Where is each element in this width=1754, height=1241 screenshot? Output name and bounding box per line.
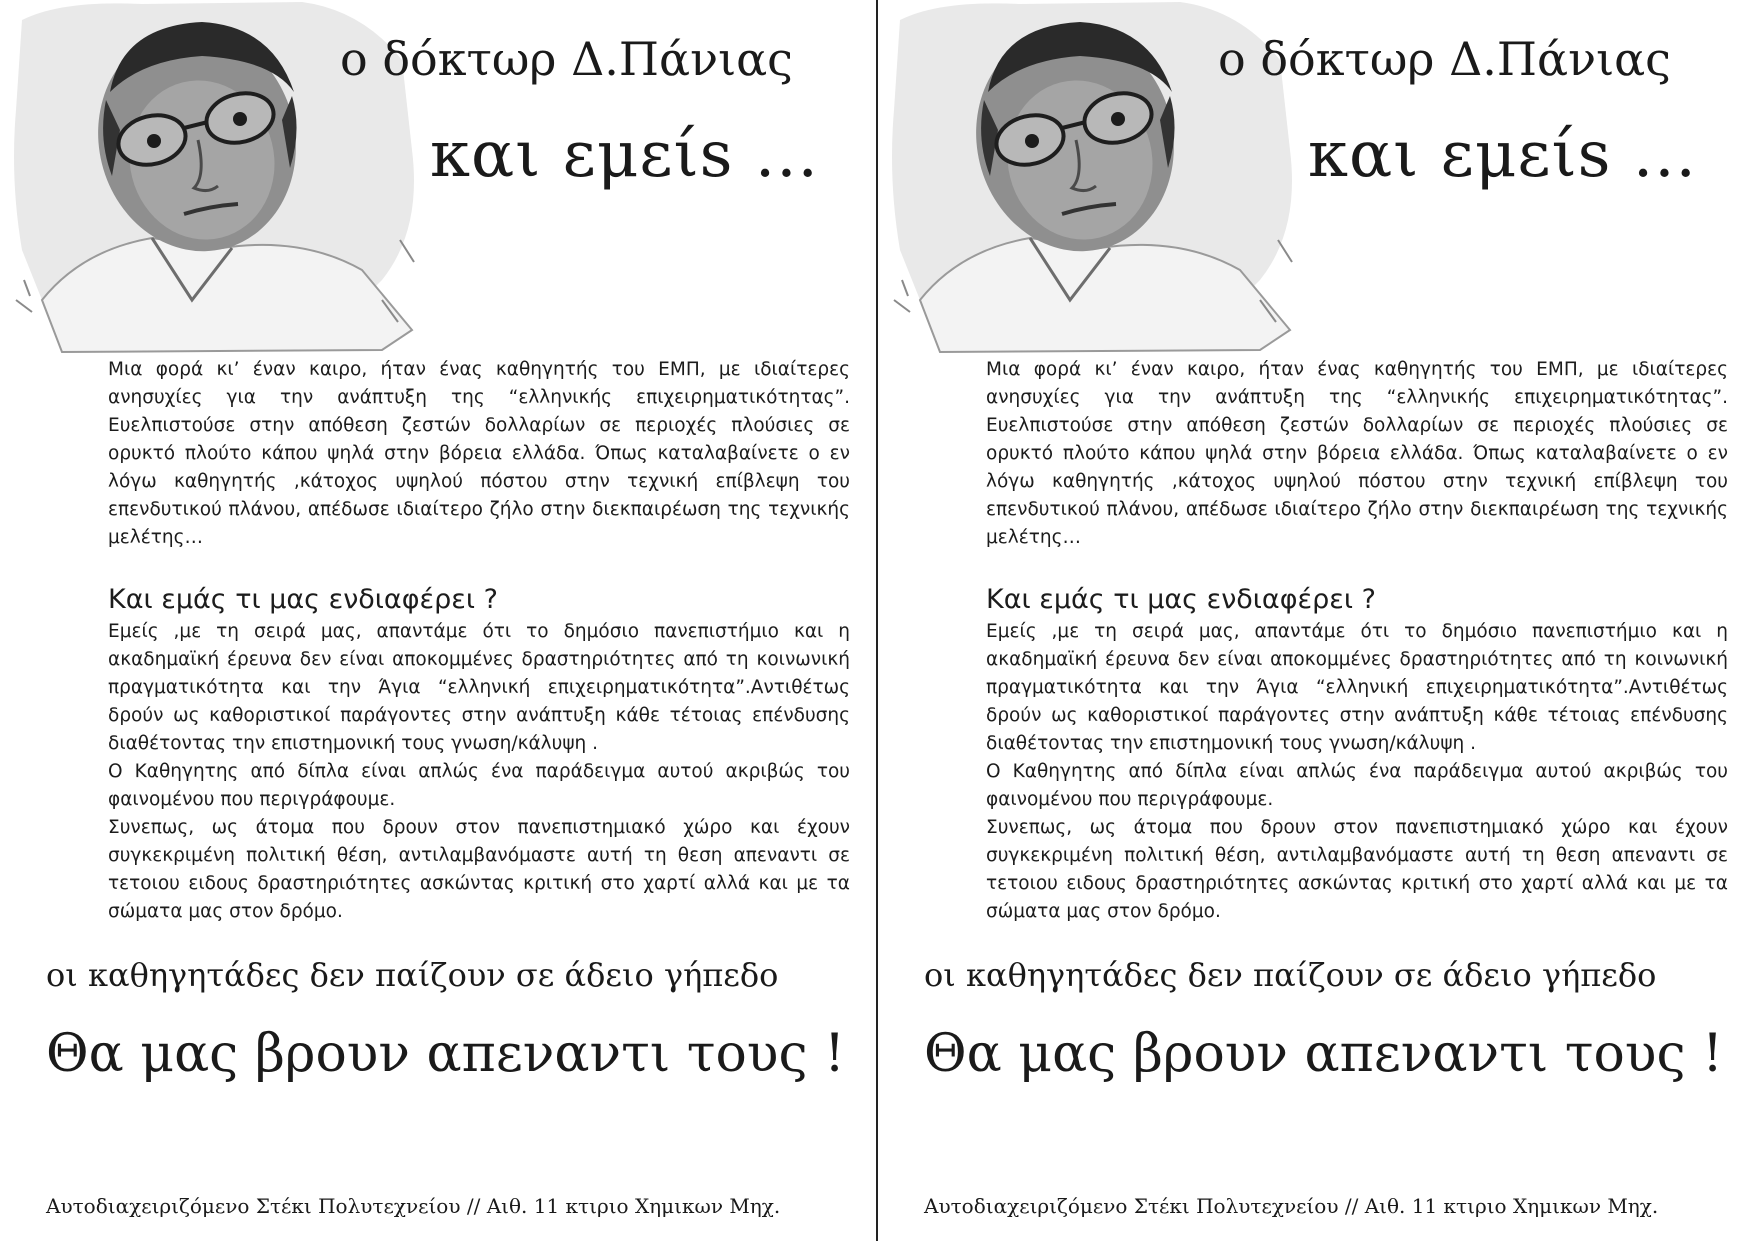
slogan-line-2: Θα μας βρουν απεναντι τους !: [46, 1024, 846, 1084]
footer-signature: Αυτοδιαχειριζόμενο Στέκι Πολυτεχνείου // Αιθ. 11 κτιριο Χημικων Μηχ.: [46, 1194, 781, 1218]
section-heading: Και εμάς τι μας ενδιαφέρει ?: [108, 584, 498, 615]
slogan-line-2: Θα μας βρουν απεναντι τους !: [924, 1024, 1724, 1084]
paragraph-example: Ο Καθηγητης από δίπλα είναι απλώς ένα παράδειγμα αυτού ακριβώς του φαινομένου που περιγράφουμε.: [108, 761, 850, 810]
slogan-line-1: οι καθηγητάδες δεν παίζουν σε άδειο γήπεδο: [46, 956, 779, 994]
slogan-line-1: οι καθηγητάδες δεν παίζουν σε άδειο γήπεδο: [924, 956, 1657, 994]
title-line-1: ο δόκτωρ Δ.Πάνιας: [340, 32, 793, 86]
paragraph-response: Εμείς ,με τη σειρά μας, απαντάμε ότι το δημόσιο πανεπιστήμιο και η ακαδημαϊκή έρευνα δεν είναι αποκομμένες δραστηριότητες από τη κοινωνική πραγματικότητα και την Άγια “ελληνική επιχειρηματικότητα”.Αντιθέτως δρούν ως καθοριστικοί παράγοντες στην ανάπτυξη κάθε τέτοιας επένδυσης διαθέτοντας την επιστημονική τους γνωση/κάλυψη .: [108, 621, 850, 754]
paragraph-response: Εμείς ,με τη σειρά μας, απαντάμε ότι το δημόσιο πανεπιστήμιο και η ακαδημαϊκή έρευνα δεν είναι αποκομμένες δραστηριότητες από τη κοινωνική πραγματικότητα και την Άγια “ελληνική επιχειρηματικότητα”.Αντιθέτως δρούν ως καθοριστικοί παράγοντες στην ανάπτυξη κάθε τέτοιας επένδυσης διαθέτοντας την επιστημονική τους γνωση/κάλυψη .: [986, 621, 1728, 754]
footer-signature: Αυτοδιαχειριζόμενο Στέκι Πολυτεχνείου // Αιθ. 11 κτιριο Χημικων Μηχ.: [924, 1194, 1659, 1218]
paragraph-conclusion: Συνεπως, ως άτομα που δρουν στον πανεπιστημιακό χώρο και έχουν συγκεκριμένη πολιτική θέση, αντιλαμβανόμαστε αυτή τη θεση απεναντι σε τετοιου ειδους δραστηριότητες ασκώντας κριτική στο χαρτί αλλά και με τα σώματα μας στον δρόμο.: [986, 817, 1728, 922]
section-heading: Και εμάς τι μας ενδιαφέρει ?: [986, 584, 1376, 615]
paragraph-intro: Μια φορά κι’ έναν καιρο, ήταν ένας καθηγητής του ΕΜΠ, με ιδιαίτερες ανησυχίες για την ανάπτυξη της “ελληνικής επιχειρηματικότητας”. Ευελπιστούσε στην απόθεση ζεστών δολλαρίων σε περιοχές πλούσιες σε ορυκτό πλούτο κάπου ψηλά στην βόρεια ελλάδα. Όπως καταλαβαίνετε ο εν λόγω καθηγητής ,κάτοχος υψηλού πόστου στην τεχνική επίβλεψη του επενδυτικού πλάνου, απέδωσε ιδιαίτερο ζήλο στην διεκπαιρέωση της τεχνικής μελέτης…: [108, 359, 850, 548]
flyer-page-left: [0, 0, 876, 1241]
title-line-1: ο δόκτωρ Δ.Πάνιας: [1218, 32, 1671, 86]
title-line-2: και εμείs ...: [430, 118, 819, 192]
title-line-2: και εμείs ...: [1308, 118, 1697, 192]
paragraph-conclusion: Συνεπως, ως άτομα που δρουν στον πανεπιστημιακό χώρο και έχουν συγκεκριμένη πολιτική θέση, αντιλαμβανόμαστε αυτή τη θεση απεναντι σε τετοιου ειδους δραστηριότητες ασκώντας κριτική στο χαρτί αλλά και με τα σώματα μας στον δρόμο.: [108, 817, 850, 922]
paragraph-intro: Μια φορά κι’ έναν καιρο, ήταν ένας καθηγητής του ΕΜΠ, με ιδιαίτερες ανησυχίες για την ανάπτυξη της “ελληνικής επιχειρηματικότητας”. Ευελπιστούσε στην απόθεση ζεστών δολλαρίων σε περιοχές πλούσιες σε ορυκτό πλούτο κάπου ψηλά στην βόρεια ελλάδα. Όπως καταλαβαίνετε ο εν λόγω καθηγητής ,κάτοχος υψηλού πόστου στην τεχνική επίβλεψη του επενδυτικού πλάνου, απέδωσε ιδιαίτερο ζήλο στην διεκπαιρέωση της τεχνικής μελέτης…: [986, 359, 1728, 548]
paragraph-example: Ο Καθηγητης από δίπλα είναι απλώς ένα παράδειγμα αυτού ακριβώς του φαινομένου που περιγράφουμε.: [986, 761, 1728, 810]
flyer-page-right: [878, 0, 1754, 1241]
